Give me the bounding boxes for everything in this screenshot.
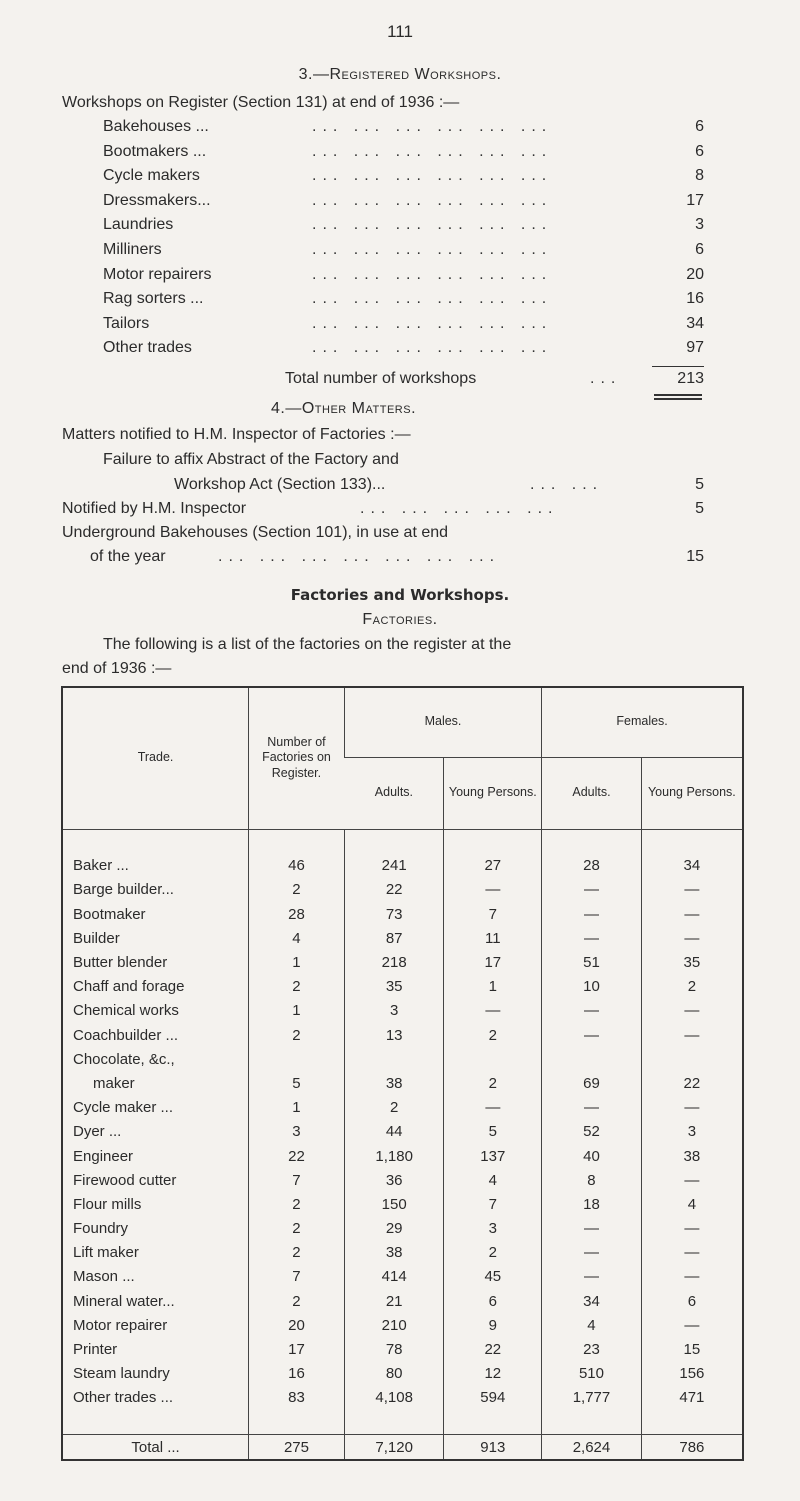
male-young-cell: 45 (444, 1265, 542, 1289)
table-row (62, 1096, 743, 1120)
trade-cell: maker (93, 1074, 135, 1092)
factories-count-cell: 28 (249, 902, 345, 926)
male-young-cell: 5 (444, 1120, 542, 1144)
male-young-cell: 22 (444, 1337, 542, 1361)
factories-count-cell: 22 (249, 1144, 345, 1168)
matter-3-value: 15 (686, 548, 704, 565)
dot-leader: ... ... ... ... ... ... (312, 142, 553, 160)
male-adults-cell: 3 (344, 999, 444, 1023)
male-adults-cell: 29 (344, 1217, 444, 1241)
trade-cell: Engineer (73, 1147, 134, 1165)
male-young-cell: 2 (444, 1071, 542, 1095)
factories-count-cell: 83 (249, 1386, 345, 1410)
female-young-cell: 156 (641, 1362, 743, 1386)
header-trade: Trade. (62, 687, 249, 829)
female-young-cell: 22 (641, 1071, 743, 1095)
table-spacer (62, 1410, 743, 1435)
male-young-cell: 7 (444, 1192, 542, 1216)
table-row (62, 1071, 743, 1095)
female-adults-cell: — (542, 1241, 642, 1265)
header-females: Females. (542, 687, 743, 757)
table-row (62, 975, 743, 999)
female-young-cell: 34 (641, 854, 743, 878)
factories-count-cell: 7 (249, 1168, 345, 1192)
workshop-type: Dressmakers... (103, 191, 211, 209)
dot-leader: ... ... ... ... ... ... (312, 290, 553, 308)
female-adults-cell: 69 (542, 1071, 642, 1095)
female-adults-cell: — (542, 926, 642, 950)
dot-leader: ... ... ... ... ... ... (312, 167, 553, 185)
male-young-cell: 11 (444, 926, 542, 950)
trade-cell: Cycle maker ... (73, 1099, 174, 1117)
trade-cell: Printer (73, 1341, 118, 1359)
dot-leader: ... ... ... ... ... ... (312, 191, 553, 209)
female-adults-cell: 10 (542, 975, 642, 999)
female-adults-cell: 28 (542, 854, 642, 878)
dot-leader: ... ... ... ... ... ... (312, 265, 553, 283)
section-4-title: 4.—Other Matters. (271, 400, 417, 417)
male-young-cell: 9 (444, 1313, 542, 1337)
female-young-cell: 3 (641, 1120, 743, 1144)
female-adults-cell: 1,777 (542, 1386, 642, 1410)
male-adults-cell: 13 (344, 1023, 444, 1047)
male-adults-cell: 218 (344, 950, 444, 974)
trade-cell: Chaff and forage (73, 978, 185, 996)
male-young-cell: 12 (444, 1362, 542, 1386)
trade-cell: Chemical works (73, 1002, 179, 1020)
female-adults-cell: 18 (542, 1192, 642, 1216)
section-3-title: 3.—Registered Workshops. (298, 66, 502, 83)
female-young-cell (641, 1047, 743, 1071)
female-young-cell: — (641, 1168, 743, 1192)
female-young-cell: — (641, 1313, 743, 1337)
male-adults-cell: 150 (344, 1192, 444, 1216)
male-young-cell: 3 (444, 1217, 542, 1241)
workshop-type: Rag sorters ... (103, 290, 204, 308)
female-adults-cell: — (542, 999, 642, 1023)
male-adults-cell: 22 (344, 878, 444, 902)
factories-count-cell: 46 (249, 854, 345, 878)
table-row (62, 1168, 743, 1192)
workshop-type: Motor repairers (103, 265, 212, 283)
female-young-cell: 4 (641, 1192, 743, 1216)
male-adults-cell: 1,180 (344, 1144, 444, 1168)
female-adults-cell: 34 (542, 1289, 642, 1313)
header-males: Males. (344, 687, 541, 757)
factories-subheading: Factories. (362, 611, 438, 628)
total-factories-count-cell: 275 (249, 1435, 345, 1461)
trade-cell: Lift maker (73, 1244, 139, 1262)
factories-count-cell: 2 (249, 1289, 345, 1313)
table-row (62, 1313, 743, 1337)
female-young-cell: 15 (641, 1337, 743, 1361)
header-number: Number of Factories on Register. (249, 687, 345, 829)
factories-heading: Factories and Workshops. (290, 586, 510, 604)
table-row (62, 1192, 743, 1216)
workshop-type: Milliners (103, 241, 162, 258)
male-adults-cell: 87 (344, 926, 444, 950)
dot-leader: ... ... ... ... ... ... (312, 339, 553, 357)
matter-3-line2: of the year (90, 548, 166, 565)
dot-leader: ... ... ... ... ... ... (312, 241, 553, 258)
dot-leader: ... ... (530, 476, 604, 493)
matter-1-line1: Failure to affix Abstract of the Factory and (103, 451, 399, 468)
female-adults-cell: 40 (542, 1144, 642, 1168)
male-adults-cell: 36 (344, 1168, 444, 1192)
workshop-count: 34 (686, 314, 704, 332)
male-young-cell: 2 (444, 1023, 542, 1047)
trade-cell: Baker ... (73, 857, 129, 875)
factories-count-cell: 2 (249, 1241, 345, 1265)
factories-table (61, 686, 744, 1461)
total-row (62, 1435, 743, 1461)
female-adults-cell: — (542, 878, 642, 902)
male-young-cell (444, 1047, 542, 1071)
workshops-total-label: Total number of workshops (285, 370, 477, 387)
trade-cell: Flour mills (73, 1195, 142, 1213)
male-young-cell: — (444, 1096, 542, 1120)
male-young-cell: 2 (444, 1241, 542, 1265)
female-young-cell: — (641, 1096, 743, 1120)
female-young-cell: — (641, 999, 743, 1023)
female-adults-cell: — (542, 1217, 642, 1241)
male-young-cell: 4 (444, 1168, 542, 1192)
table-row (62, 1047, 743, 1071)
factories-count-cell: 2 (249, 1217, 345, 1241)
male-adults-cell: 78 (344, 1337, 444, 1361)
table-spacer (62, 829, 743, 854)
dot-leader: ... ... ... ... ... ... (312, 216, 553, 234)
total-male-adults-cell: 7,120 (344, 1435, 444, 1461)
table-row (62, 926, 743, 950)
trade-cell: Chocolate, &c., (73, 1050, 175, 1068)
workshop-count: 16 (686, 290, 704, 308)
total-trade-cell: Total ... (62, 1435, 249, 1461)
male-adults-cell: 73 (344, 902, 444, 926)
female-adults-cell: 23 (542, 1337, 642, 1361)
factories-count-cell: 7 (249, 1265, 345, 1289)
matter-2-value: 5 (695, 500, 704, 517)
table-row (62, 902, 743, 926)
male-adults-cell (344, 1047, 444, 1071)
factories-count-cell: 1 (249, 1096, 345, 1120)
double-rule (654, 398, 702, 400)
dot-leader: ... ... ... ... ... ... (312, 314, 553, 332)
workshop-count: 6 (695, 142, 704, 160)
female-young-cell: 471 (641, 1386, 743, 1410)
table-row (62, 854, 743, 878)
total-female-young-cell: 786 (641, 1435, 743, 1461)
female-adults-cell: 8 (542, 1168, 642, 1192)
female-adults-cell: — (542, 1023, 642, 1047)
female-adults-cell (542, 1047, 642, 1071)
female-young-cell: — (641, 878, 743, 902)
workshop-type: Bootmakers ... (103, 142, 207, 160)
factories-count-cell: 20 (249, 1313, 345, 1337)
matter-1-line2: Workshop Act (Section 133)... (174, 476, 386, 493)
trade-cell: Steam laundry (73, 1365, 170, 1383)
factories-count-cell: 17 (249, 1337, 345, 1361)
trade-cell: Mason ... (73, 1268, 135, 1286)
workshops-intro: Workshops on Register (Section 131) at end of 1936 :— (62, 94, 460, 111)
table-row (62, 1362, 743, 1386)
female-adults-cell: — (542, 1265, 642, 1289)
factories-intro-line1: The following is a list of the factories on the register at the (103, 636, 512, 653)
male-adults-cell: 38 (344, 1071, 444, 1095)
table-row (62, 950, 743, 974)
factories-count-cell: 5 (249, 1071, 345, 1095)
female-adults-cell: 510 (542, 1362, 642, 1386)
factories-count-cell: 2 (249, 1023, 345, 1047)
male-adults-cell: 38 (344, 1241, 444, 1265)
workshops-total-value: 213 (677, 370, 704, 387)
sum-rule (652, 366, 704, 367)
female-young-cell: 2 (641, 975, 743, 999)
workshop-count: 20 (686, 265, 704, 283)
male-adults-cell: 4,108 (344, 1386, 444, 1410)
workshop-type: Cycle makers (103, 167, 200, 185)
trade-cell: Firewood cutter (73, 1171, 177, 1189)
factories-count-cell (249, 1047, 345, 1071)
male-young-cell: 137 (444, 1144, 542, 1168)
female-adults-cell: — (542, 1096, 642, 1120)
factories-count-cell: 1 (249, 950, 345, 974)
header-male-adults: Adults. (344, 757, 444, 829)
table-row (62, 1289, 743, 1313)
male-adults-cell: 80 (344, 1362, 444, 1386)
factories-count-cell: 1 (249, 999, 345, 1023)
male-adults-cell: 414 (344, 1265, 444, 1289)
dot-leader: ... ... ... ... ... ... (312, 118, 553, 135)
female-young-cell: — (641, 1217, 743, 1241)
trade-cell: Coachbuilder ... (73, 1026, 179, 1044)
female-young-cell: 35 (641, 950, 743, 974)
female-young-cell: — (641, 902, 743, 926)
female-young-cell: — (641, 926, 743, 950)
table-row (62, 1386, 743, 1410)
factories-intro-line2: end of 1936 :— (62, 660, 172, 677)
female-young-cell: 6 (641, 1289, 743, 1313)
header-male-young: Young Persons. (444, 757, 542, 829)
trade-cell: Other trades ... (73, 1389, 174, 1407)
male-adults-cell: 35 (344, 975, 444, 999)
matter-2-label: Notified by H.M. Inspector (62, 500, 247, 517)
matters-intro: Matters notified to H.M. Inspector of Factories :— (62, 426, 411, 443)
workshop-type: Other trades (103, 339, 192, 357)
female-young-cell: — (641, 1023, 743, 1047)
male-young-cell: 27 (444, 854, 542, 878)
table-row (62, 878, 743, 902)
workshop-count: 3 (695, 216, 704, 234)
workshop-type: Laundries (103, 216, 174, 234)
total-female-adults-cell: 2,624 (542, 1435, 642, 1461)
dot-leader: ... ... ... ... ... ... ... (218, 548, 501, 565)
table-row (62, 1023, 743, 1047)
table-row (62, 1217, 743, 1241)
trade-cell: Barge builder... (73, 881, 174, 899)
workshop-type: Tailors (103, 314, 150, 332)
male-adults-cell: 44 (344, 1120, 444, 1144)
workshop-count: 6 (695, 241, 704, 258)
total-male-young-cell: 913 (444, 1435, 542, 1461)
table-row (62, 1144, 743, 1168)
trade-cell: Builder (73, 929, 120, 947)
workshop-count: 97 (686, 339, 704, 357)
male-young-cell: 17 (444, 950, 542, 974)
workshop-type: Bakehouses ... (103, 118, 209, 135)
trade-cell: Dyer ... (73, 1123, 122, 1141)
female-adults-cell: 51 (542, 950, 642, 974)
table-row (62, 1265, 743, 1289)
header-female-young: Young Persons. (641, 757, 743, 829)
male-young-cell: 7 (444, 902, 542, 926)
table-row (62, 1120, 743, 1144)
trade-cell: Foundry (73, 1220, 129, 1238)
workshop-count: 6 (695, 118, 704, 135)
factories-count-cell: 2 (249, 975, 345, 999)
female-adults-cell: 52 (542, 1120, 642, 1144)
male-young-cell: 594 (444, 1386, 542, 1410)
male-young-cell: — (444, 878, 542, 902)
table-row (62, 999, 743, 1023)
factories-count-cell: 2 (249, 1192, 345, 1216)
male-adults-cell: 210 (344, 1313, 444, 1337)
workshop-count: 8 (695, 167, 704, 185)
male-adults-cell: 241 (344, 854, 444, 878)
male-young-cell: 1 (444, 975, 542, 999)
table-row (62, 1241, 743, 1265)
trade-cell: Mineral water... (73, 1292, 175, 1310)
male-adults-cell: 21 (344, 1289, 444, 1313)
female-adults-cell: 4 (542, 1313, 642, 1337)
factories-count-cell: 16 (249, 1362, 345, 1386)
female-young-cell: 38 (641, 1144, 743, 1168)
female-young-cell: — (641, 1265, 743, 1289)
male-young-cell: — (444, 999, 542, 1023)
male-adults-cell: 2 (344, 1096, 444, 1120)
factories-count-cell: 4 (249, 926, 345, 950)
matter-3-line1: Underground Bakehouses (Section 101), in use at end (62, 524, 449, 541)
factories-table-body (62, 829, 743, 1460)
page-number: 111 (387, 22, 413, 41)
header-female-adults: Adults. (542, 757, 642, 829)
female-adults-cell: — (542, 902, 642, 926)
trade-cell: Motor repairer (73, 1316, 168, 1334)
matter-1-value: 5 (695, 476, 704, 493)
double-rule (654, 394, 702, 396)
trade-cell: Bootmaker (73, 905, 146, 923)
trade-cell: Butter blender (73, 954, 168, 972)
table-row (62, 1337, 743, 1361)
dot-leader: ... (590, 370, 622, 387)
female-young-cell: — (641, 1241, 743, 1265)
factories-count-cell: 3 (249, 1120, 345, 1144)
workshop-count: 17 (686, 191, 704, 209)
male-young-cell: 6 (444, 1289, 542, 1313)
dot-leader: ... ... ... ... ... (360, 500, 559, 517)
factories-count-cell: 2 (249, 878, 345, 902)
